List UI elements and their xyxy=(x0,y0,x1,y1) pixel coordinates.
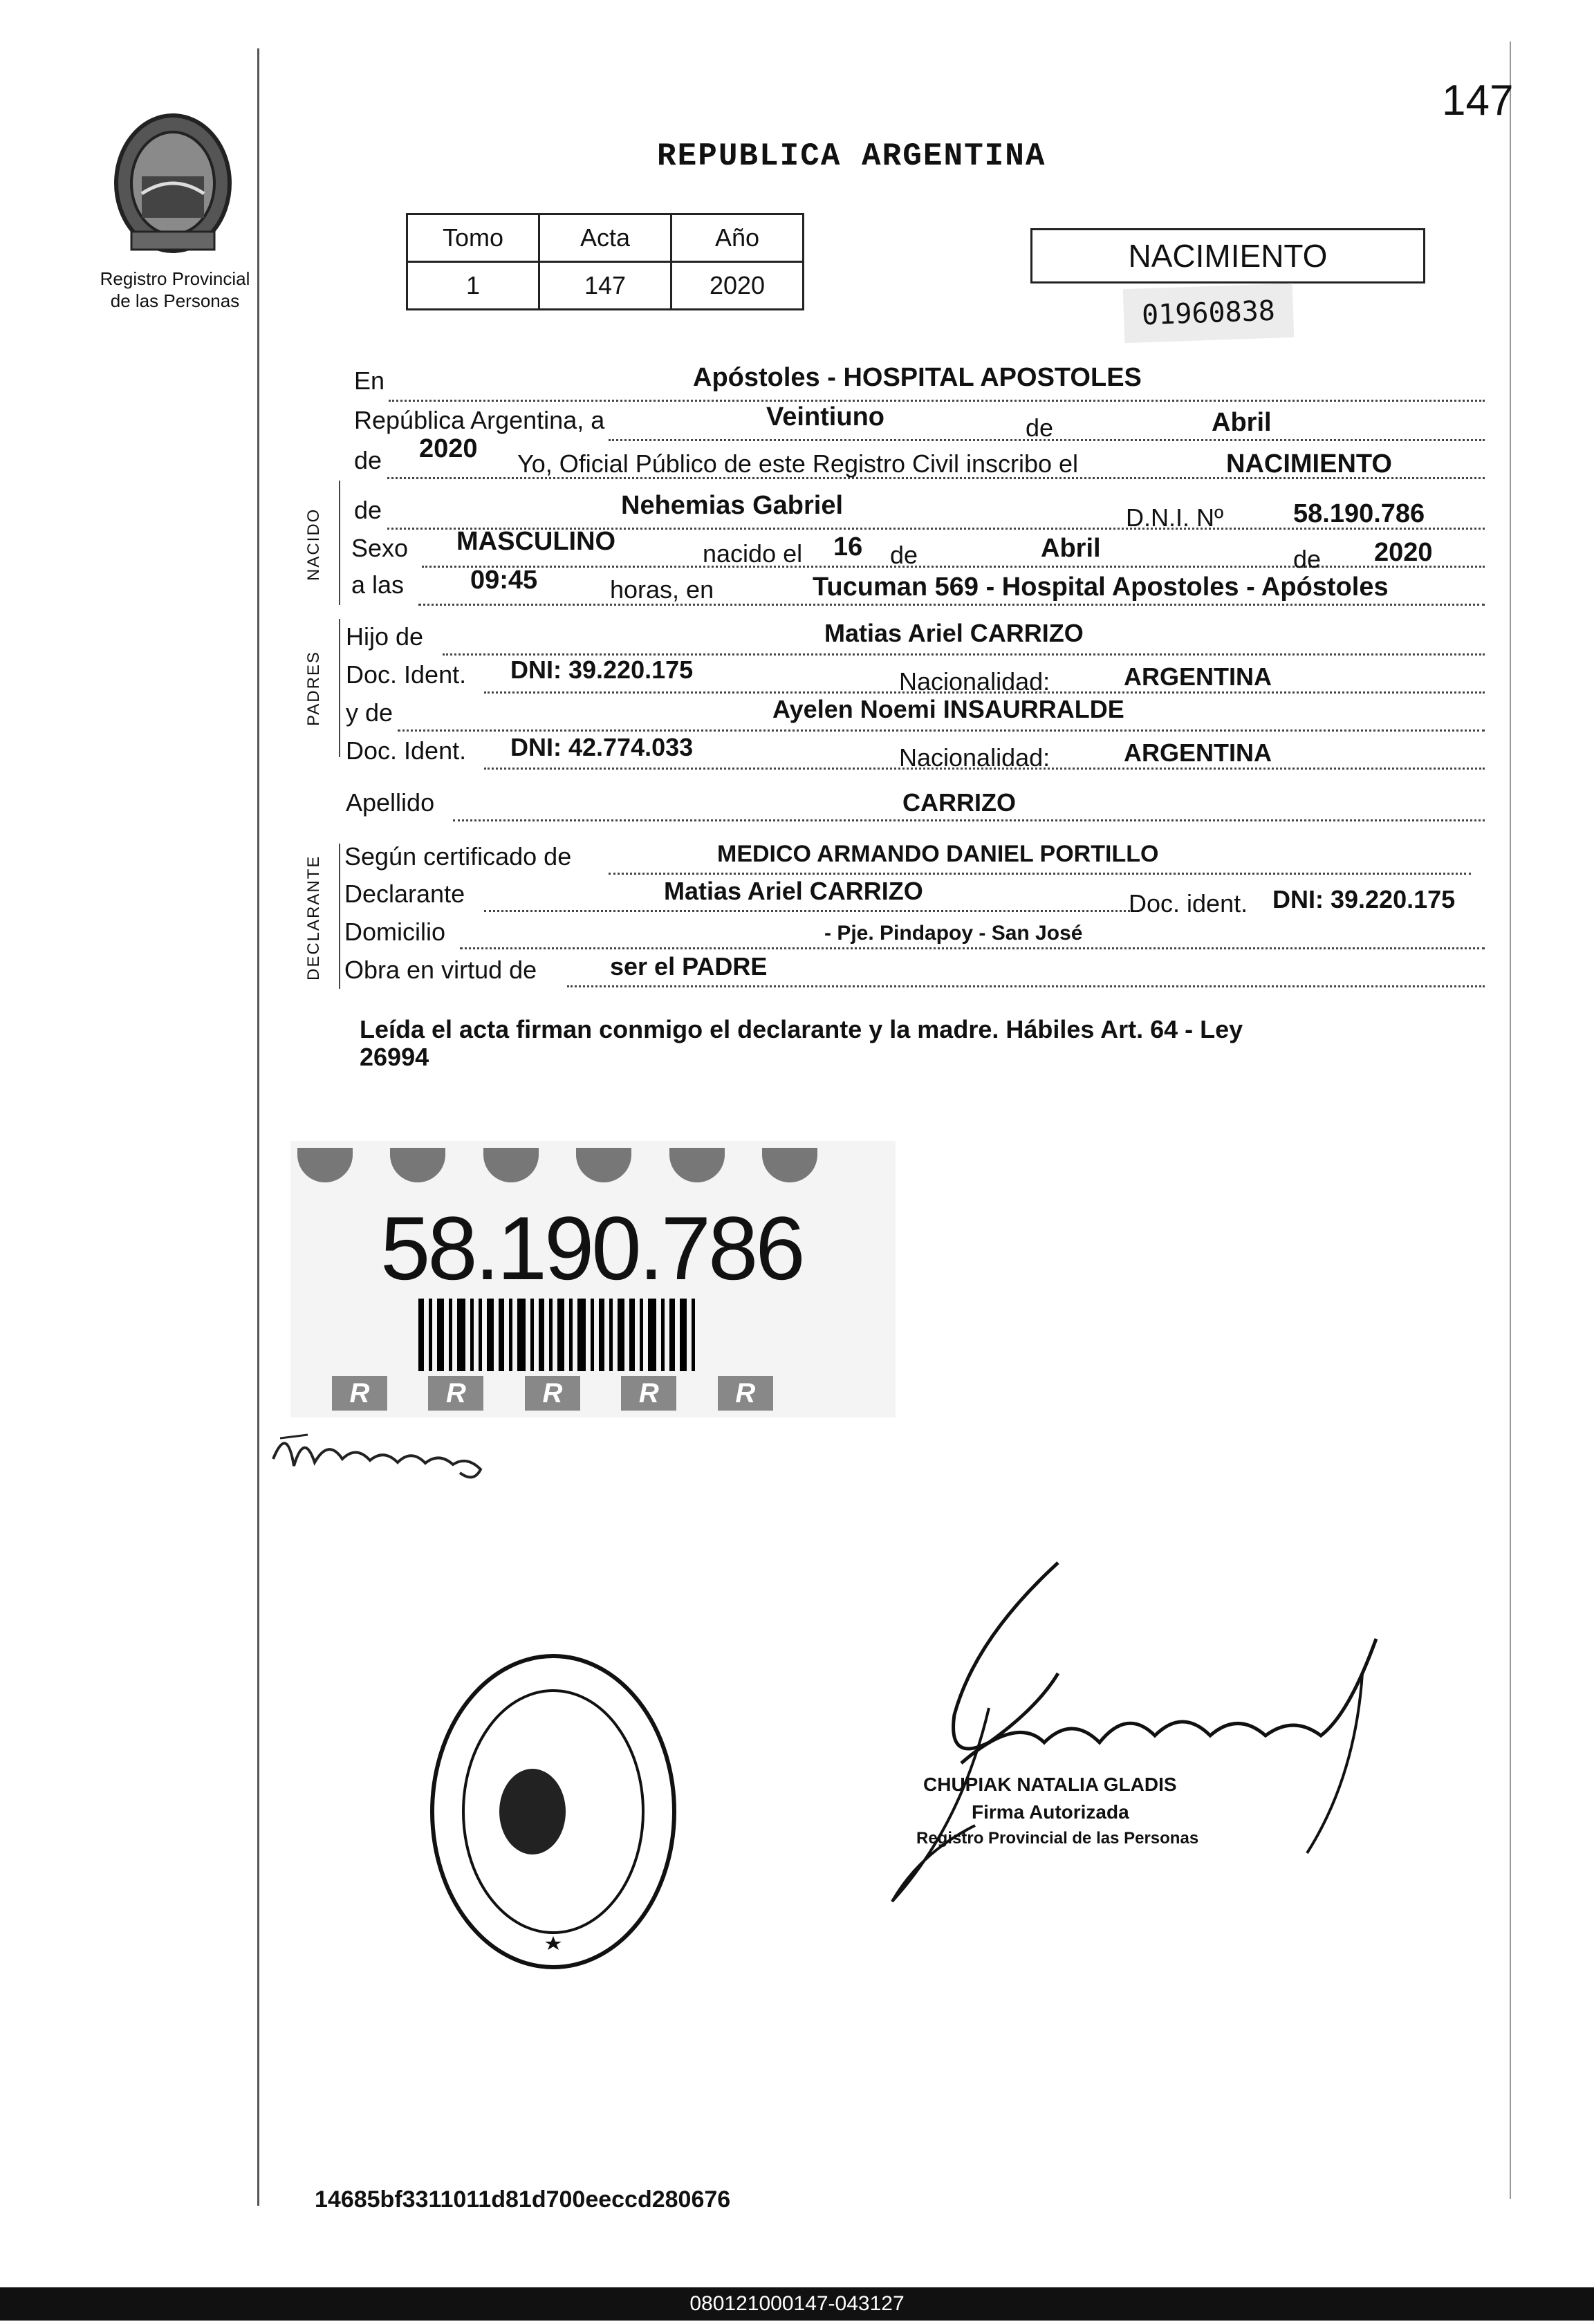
serial-number: 01960838 xyxy=(1141,295,1276,332)
table-header-tomo: Tomo xyxy=(407,214,539,262)
province-seal xyxy=(104,111,242,263)
father-value: Matias Ariel CARRIZO xyxy=(824,619,1084,647)
official-name: CHUPIAK NATALIA GLADIS xyxy=(923,1774,1177,1795)
dotted-line xyxy=(389,400,1485,402)
barcode xyxy=(418,1299,771,1371)
birth-day-value: 16 xyxy=(833,532,863,561)
side-label-padres: PADRES xyxy=(304,651,323,726)
de-label: de xyxy=(1026,413,1054,442)
birth-place-value: Tucuman 569 - Hospital Apostoles - Apóstoles xyxy=(813,573,1389,602)
act-word-value: NACIMIENTO xyxy=(1226,449,1392,478)
act-type-label: NACIMIENTO xyxy=(1128,238,1328,274)
y-de-label: y de xyxy=(346,698,393,727)
table-header-ano: Año xyxy=(671,214,804,262)
table-cell-acta: 147 xyxy=(539,262,671,310)
certificado-value: MEDICO ARMANDO DANIEL PORTILLO xyxy=(717,841,1159,867)
place-value: Apóstoles - HOSPITAL APOSTOLES xyxy=(693,363,1142,392)
closing-text-2: 26994 xyxy=(360,1043,429,1071)
declarante-bracket xyxy=(339,844,340,989)
a-las-label: a las xyxy=(351,570,405,599)
republica-label: República Argentina, a xyxy=(354,406,605,434)
doc-label: Doc. Ident. xyxy=(346,736,467,765)
side-label-declarante: DECLARANTE xyxy=(304,855,323,980)
child-name-value: Nehemias Gabriel xyxy=(621,491,844,520)
table-cell-tomo: 1 xyxy=(407,262,539,310)
sticker-bottom-pattern xyxy=(332,1376,892,1414)
sexo-value: MASCULINO xyxy=(456,527,616,556)
declarante-label: Declarante xyxy=(344,880,465,908)
de-label: de xyxy=(890,541,918,569)
sticker-dni-number: 58.190.786 xyxy=(380,1198,803,1299)
side-label-nacido: NACIDO xyxy=(304,508,323,581)
de-label: de xyxy=(354,446,382,474)
dni-sticker xyxy=(290,1141,896,1417)
mother-nat-value: ARGENTINA xyxy=(1124,738,1272,767)
en-label: En xyxy=(354,366,385,395)
table-cell-ano: 2020 xyxy=(671,262,804,310)
dotted-line xyxy=(422,566,1485,568)
padres-bracket xyxy=(339,619,340,757)
document-title: REPUBLICA ARGENTINA xyxy=(657,138,1046,174)
nacido-label: nacido el xyxy=(703,539,803,568)
dni-label: D.N.I. Nº xyxy=(1126,503,1224,532)
province-seal-caption-2: de las Personas xyxy=(110,290,240,311)
domicilio-value: - Pje. Pindapoy - San José xyxy=(824,922,1083,945)
dni-value: 58.190.786 xyxy=(1293,499,1425,528)
province-seal-caption-1: Registro Provincial xyxy=(100,268,250,289)
province-coat-of-arms-icon xyxy=(104,111,242,263)
r-mark: R xyxy=(428,1376,483,1411)
de-label: de xyxy=(354,496,382,524)
year-value: 2020 xyxy=(419,434,478,463)
document-hash: 14685bf3311011d81d700eeccd280676 xyxy=(315,2186,731,2213)
month-value: Abril xyxy=(1212,408,1272,437)
nacido-bracket xyxy=(339,481,340,605)
doc-label: Doc. Ident. xyxy=(346,660,467,689)
official-office: Registro Provincial de las Personas xyxy=(916,1829,1199,1848)
oficial-text: Yo, Oficial Público de este Registro Civil inscribo el xyxy=(517,449,1079,478)
dotted-line xyxy=(418,604,1485,606)
closing-text-1: Leída el acta firman conmigo el declarante y la madre. Hábiles Art. 64 - Ley xyxy=(360,1015,1243,1043)
left-margin-rule xyxy=(257,48,259,2206)
declarante-value: Matias Ariel CARRIZO xyxy=(664,877,923,905)
sexo-label: Sexo xyxy=(351,534,409,562)
obra-label: Obra en virtud de xyxy=(344,956,537,984)
decl-doc-value: DNI: 39.220.175 xyxy=(1272,885,1456,913)
r-mark: R xyxy=(621,1376,676,1411)
sticker-top-pattern xyxy=(297,1148,892,1189)
r-mark: R xyxy=(332,1376,387,1411)
birth-year-value: 2020 xyxy=(1374,538,1433,567)
serial-stamp xyxy=(1123,283,1295,344)
right-margin-rule xyxy=(1510,41,1511,2199)
r-mark: R xyxy=(525,1376,580,1411)
nacionalidad-label: Nacionalidad: xyxy=(899,743,1050,772)
table-header-acta: Acta xyxy=(539,214,671,262)
official-title: Firma Autorizada xyxy=(972,1801,1129,1823)
horas-label: horas, en xyxy=(610,575,714,604)
mother-value: Ayelen Noemi INSAURRALDE xyxy=(772,695,1124,723)
hijo-label: Hijo de xyxy=(346,622,424,651)
decl-doc-label: Doc. ident. xyxy=(1129,889,1248,918)
reference-table xyxy=(406,213,804,310)
domicilio-label: Domicilio xyxy=(344,918,446,946)
registry-seal xyxy=(422,1646,685,1978)
footer-code: 080121000147-043127 xyxy=(689,2292,905,2315)
father-nat-value: ARGENTINA xyxy=(1124,662,1272,691)
birth-month-value: Abril xyxy=(1041,534,1101,563)
act-type-box xyxy=(1030,228,1425,283)
de-label: de xyxy=(1293,545,1322,573)
page-number: 147 xyxy=(1442,77,1514,124)
official-signature xyxy=(878,1535,1404,1922)
nacionalidad-label: Nacionalidad: xyxy=(899,667,1050,696)
footer-bar xyxy=(0,2287,1594,2321)
mother-doc-value: DNI: 42.774.033 xyxy=(510,733,694,761)
declarant-signature xyxy=(266,1417,494,1494)
dotted-line xyxy=(484,910,1139,912)
certificado-label: Según certificado de xyxy=(344,842,572,871)
dotted-line xyxy=(567,985,1485,987)
dotted-line xyxy=(453,819,1485,821)
time-value: 09:45 xyxy=(470,566,538,595)
obra-value: ser el PADRE xyxy=(610,952,768,980)
dotted-line xyxy=(460,947,1485,949)
apellido-label: Apellido xyxy=(346,788,435,817)
dotted-line xyxy=(609,873,1471,875)
day-word-value: Veintiuno xyxy=(766,402,884,431)
r-mark: R xyxy=(718,1376,773,1411)
dotted-line xyxy=(398,729,1485,732)
father-doc-value: DNI: 39.220.175 xyxy=(510,656,694,684)
surname-value: CARRIZO xyxy=(902,788,1016,817)
